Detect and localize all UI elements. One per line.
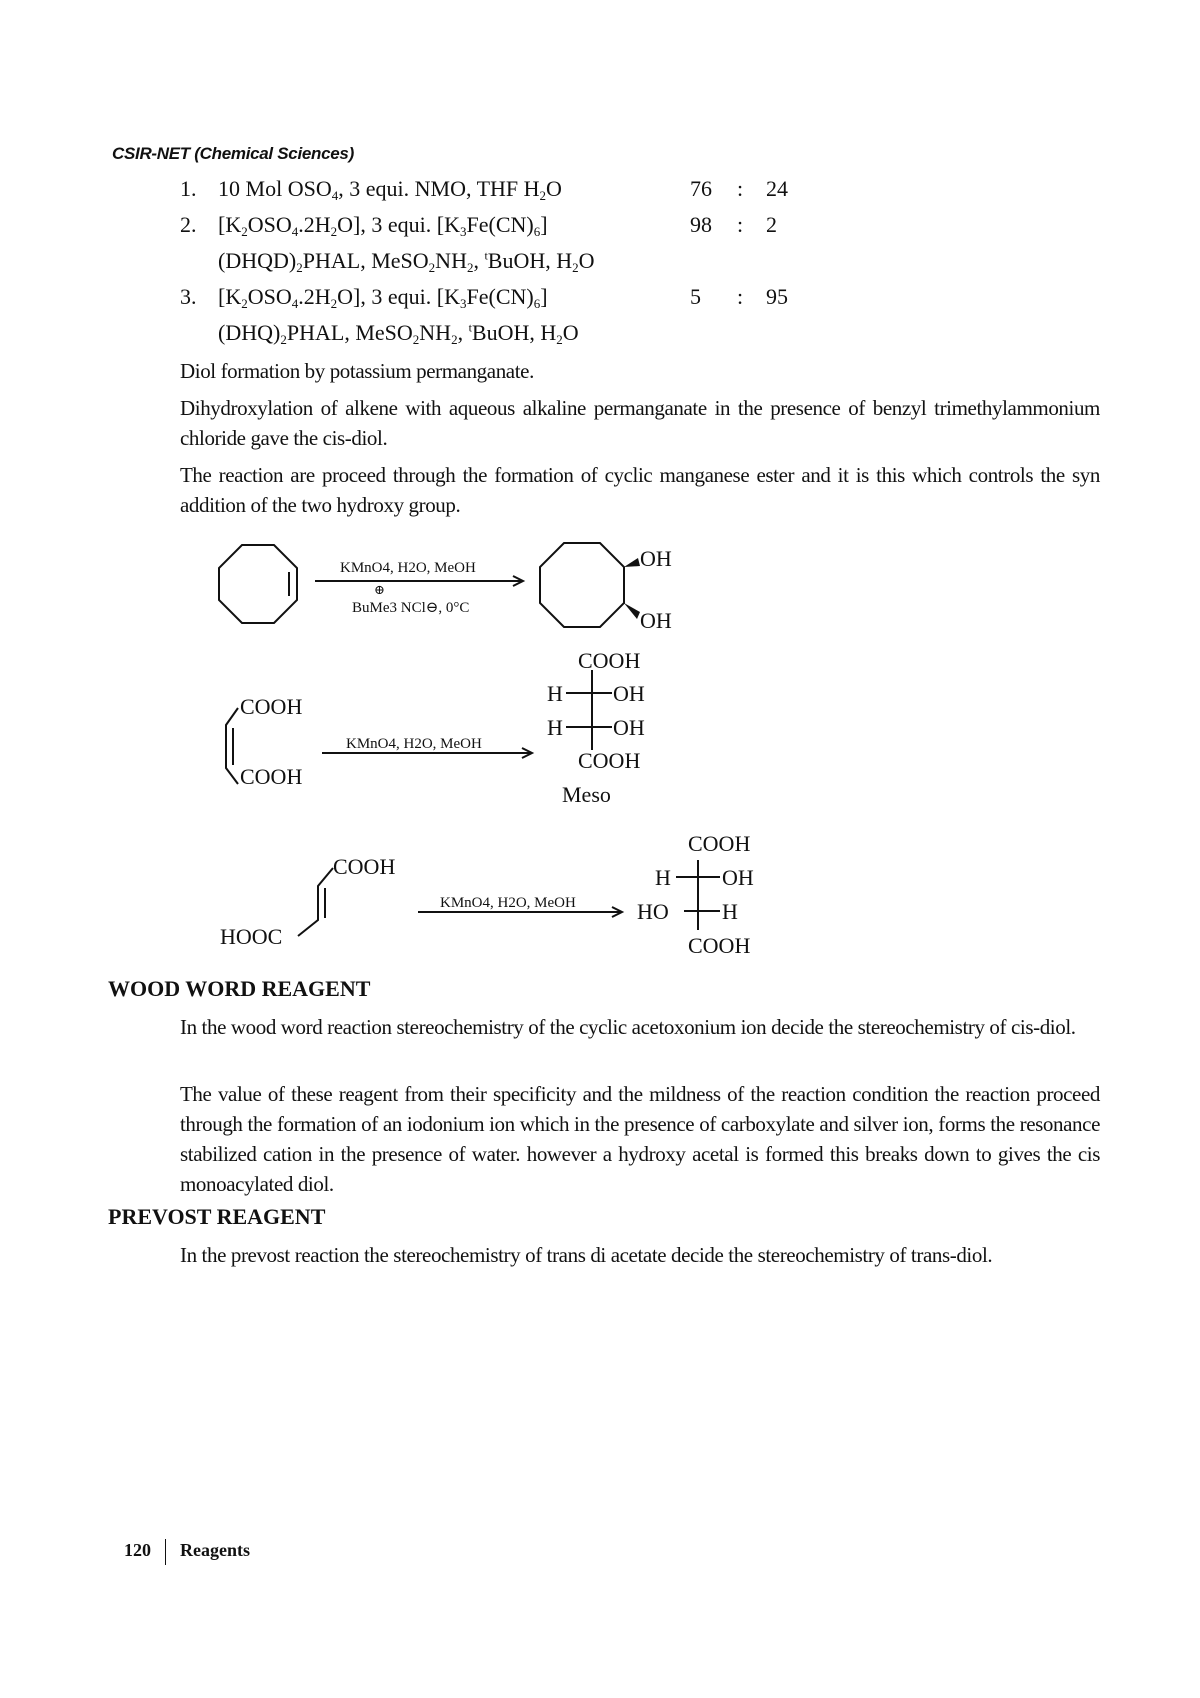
fischer-2-top: COOH [688,831,751,856]
condition-reagents: 10 Mol $OSO_4$, 3 equi. NMO, THF $H_2O$ [218,176,562,203]
condition-number: 1. [180,176,197,201]
fumaric-hooc: HOOC [220,924,283,949]
condition-ligands: $(DHQD)_2PHAL$, $MeSO_2NH_2$, $^t$BuOH, $H_2O$ [218,248,595,275]
maleic-cooh-bottom: COOH [240,764,303,789]
condition-number: 2. [180,212,197,237]
fumaric-cooh: COOH [333,854,396,879]
cyclooctane-diol-ring [540,543,624,627]
condition-number: 3. [180,284,197,309]
page-header: CSIR-NET (Chemical Sciences) [112,144,354,163]
condition-ligands: $(DHQ)_2PHAL$, $MeSO_2NH_2$, $^t$BuOH, $H_2O$ [218,320,579,347]
ratio-a: 76 [690,176,712,201]
fischer-1-bottom: COOH [578,748,641,773]
ratio-sep: : [737,176,744,201]
maleic-cooh-top: COOH [240,694,303,719]
reaction-2-reagent: KMnO4, H2O, MeOH [346,736,482,752]
reaction-3-reagent: KMnO4, H2O, MeOH [440,895,576,911]
fischer-2-r1: OH [722,865,754,890]
condition-reagents: $[K_2OSO_4.2H_2O]$, 3 equi. $[K_3Fe(CN)_6]$ [218,212,548,239]
ratio-a: 5 [690,284,701,309]
condition-reagents: $[K_2OSO_4.2H_2O]$, 3 equi. $[K_3Fe(CN)_6]$ [218,284,548,311]
meso-label: Meso [562,782,611,807]
fumaric-acid-skeleton [298,868,333,936]
fischer-1-r1: OH [613,681,645,706]
ratio-b: 95 [766,284,788,309]
diol-oh-top: OH [640,546,672,571]
footer-divider [165,1539,166,1565]
permanganate-subtitle: Diol formation by potassium permanganate. [180,359,534,383]
fischer-1-l1: H [547,681,563,706]
woodward-heading: WOOD WORD REAGENT [108,976,371,1001]
woodward-paragraph-2: The value of these reagent from their specificity and the mildness of the reaction condition the reaction proceed through the formation of an iodonium ion which in the presence of carboxylate and silver ion, forms the resonance stabilized cation in the presence of water. however a hydroxy acetal is formed this breaks down to gives the cis monoacylated diol. [180,1082,1100,1196]
reaction-1-reagent-plus: ⊕ [374,582,385,597]
prevost-paragraph-1: In the prevost reaction the stereochemistry of trans di acetate decide the stereochemistry of trans-diol. [180,1243,993,1267]
ratio-b: 2 [766,212,777,237]
fischer-1-top: COOH [578,648,641,673]
fischer-2-l2: HO [637,899,669,924]
wedge-bond-top [624,558,640,567]
fischer-2-bottom: COOH [688,933,751,958]
reaction-1-reagent-bottom: BuMe3 NCl⊖, 0°C [352,600,470,616]
cyclooctene-ring [219,545,297,623]
ratio-a: 98 [690,212,712,237]
permanganate-paragraph-1: Dihydroxylation of alkene with aqueous alkaline permanganate in the presence of benzyl trimethylammonium chloride gave the cis-diol. [180,396,1100,450]
diol-oh-bottom: OH [640,608,672,633]
fischer-1-l2: H [547,715,563,740]
ratio-sep: : [737,284,744,309]
fischer-2-l1: H [655,865,671,890]
ratio-sep: : [737,212,744,237]
ratio-b: 24 [766,176,788,201]
fischer-2-r2: H [722,899,738,924]
prevost-heading: PREVOST REAGENT [108,1204,326,1229]
woodward-paragraph-1: In the wood word reaction stereochemistry of the cyclic acetoxonium ion decide the stereochemistry of cis-diol. [180,1015,1076,1039]
reaction-1-reagent-top: KMnO4, H2O, MeOH [340,560,476,576]
permanganate-paragraph-2: The reaction are proceed through the formation of cyclic manganese ester and it is this which controls the syn addition of the two hydroxy group. [180,463,1100,517]
wedge-bond-bottom [624,603,640,619]
footer-title: Reagents [180,1540,250,1561]
page-footer [124,1539,250,1565]
fischer-1-r2: OH [613,715,645,740]
page-number: 120 [124,1540,151,1561]
